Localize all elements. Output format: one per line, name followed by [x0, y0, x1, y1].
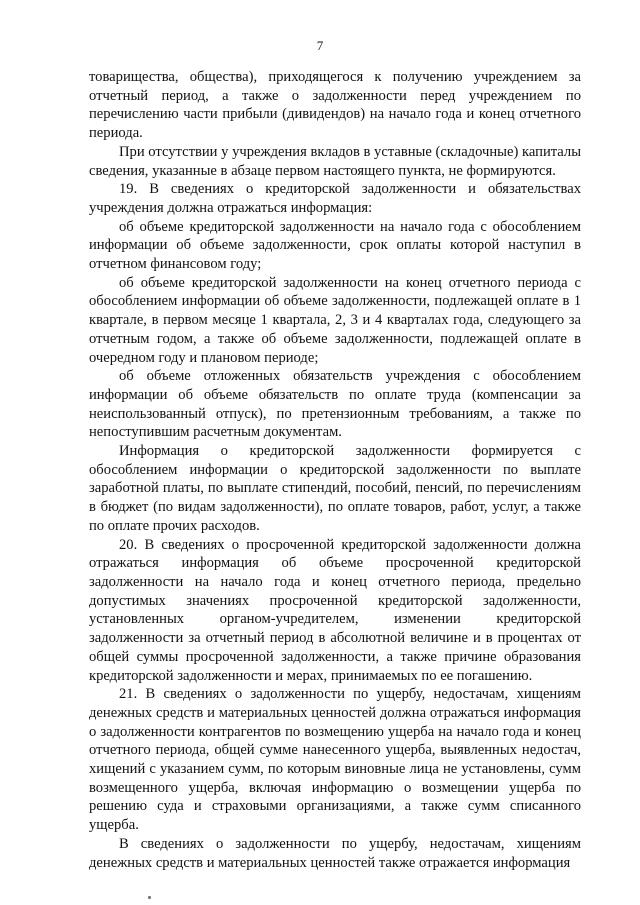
paragraph-item-20: 20. В сведениях о просроченной кредиторской задолженности должна отражаться информация об объеме просроченной кредиторской задолженности на начало года и конец отчетного периода, предельно допустимых значениях просроченной кредиторской задолженности, установленных органом-учредителем, изменении кредиторской задолженности за отчетный период в абсолютной величине и в процентах от общей суммы просроченной задолженности, а также причине образования кредиторской задолженности и мерах, принимаемых по ее погашению. — [89, 536, 581, 684]
document-body — [89, 68, 581, 872]
paragraph-item-21-continued: В сведениях о задолженности по ущербу, недостачам, хищениям денежных средств и материальных ценностей также отражается информация — [89, 835, 581, 871]
scan-artifact — [148, 896, 151, 899]
paragraph-continued: товарищества, общества), приходящегося к получению учреждением за отчетный период, а также о задолженности перед учреждением по перечислению части прибыли (дивидендов) на начало года и конец отчетного периода. — [89, 69, 581, 142]
paragraph-item-19-start-of-year: об объеме кредиторской задолженности на начало года с обособлением информации об объеме задолженности, срок оплаты которой наступил в отчетном финансовом году; — [89, 218, 581, 273]
paragraph-item-21: 21. В сведениях о задолженности по ущербу, недостачам, хищениям денежных средств и материальных ценностей должна отражаться информация о задолженности контрагентов по возмещению ущерба на начало года и конец отчетного периода, общей сумме нанесенного ущерба, выявленных недостач, хищений с указанием сумм, по которым виновные лица не установлены, сумм возмещенного ущерба, включая информацию о возмещении ущерба по решению суда и страховыми организациями, а также сумм списанного ущерба. — [89, 686, 581, 834]
paragraph-item-19-end-of-period: об объеме кредиторской задолженности на конец отчетного периода с обособлением информации об объеме задолженности, подлежащей оплате в 1 квартале, в первом месяце 1 квартала, 2, 3 и 4 кварталах года, следующего за отчетным годом, а также об объеме задолженности, подлежащей оплате в очередном году и плановом периоде; — [89, 274, 581, 366]
paragraph-item-19-information: Информация о кредиторской задолженности формируется с обособлением информации о кредиторской задолженности по выплате заработной платы, по выплате стипендий, пособий, пенсий, по перечислениям в бюджет (по видам задолженности), по оплате товаров, работ, услуг, а также по оплате прочих расходов. — [89, 443, 581, 534]
paragraph-item-19: 19. В сведениях о кредиторской задолженности и обязательствах учреждения должна отражаться информация: — [89, 181, 581, 216]
paragraph-no-deposits: При отсутствии у учреждения вкладов в уставные (складочные) капиталы сведения, указанные в абзаце первом настоящего пункта, не формируются. — [89, 143, 581, 179]
page-number: 7 — [316, 38, 324, 53]
paragraph-item-19-deferred: об объеме отложенных обязательств учреждения с обособлением информации об объеме обязательств по оплате труда (компенсации за неиспользованный отпуск), по претензионным требованиям, а также по непоступившим расчетным документам. — [89, 368, 581, 441]
